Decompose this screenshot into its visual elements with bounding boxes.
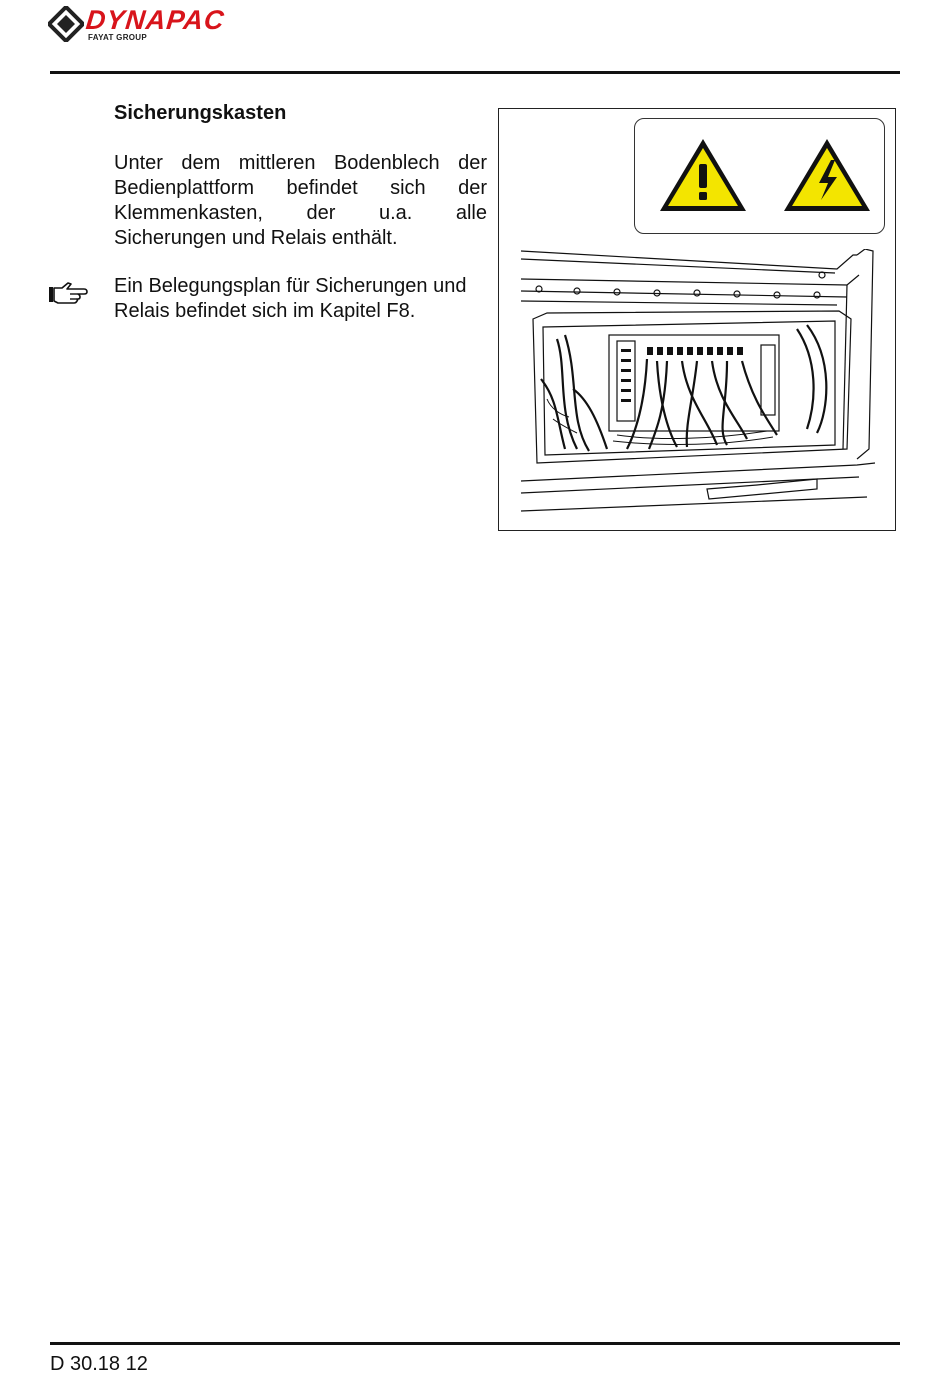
brand-subtitle: FAYAT GROUP [88,33,148,42]
paragraph-reference: Ein Belegungsplan für Sicherungen und Relais befindet sich im Kapitel F8. [114,275,467,322]
general-warning-icon [657,136,749,214]
logo-diamond-icon [48,6,84,42]
page-reference: D 30.18 12 [50,1353,148,1375]
brand-name: DYNAPAC [84,5,227,35]
warning-panel [634,118,885,234]
fuse-box-drawing [517,249,879,519]
footer-rule [50,1342,900,1345]
header-rule [50,71,900,74]
section-heading: Sicherungskasten [114,102,287,124]
fuse-box-figure [498,108,896,531]
dynapac-logo [48,6,308,46]
paragraph-location: Unter dem mittleren Bodenblech der Bedienplattform befindet sich der Klemmenkasten, der u.a. alle Sicherungen und Relais enthält. [114,152,487,249]
pointing-hand-icon [48,281,88,305]
electrical-hazard-icon [781,136,873,214]
